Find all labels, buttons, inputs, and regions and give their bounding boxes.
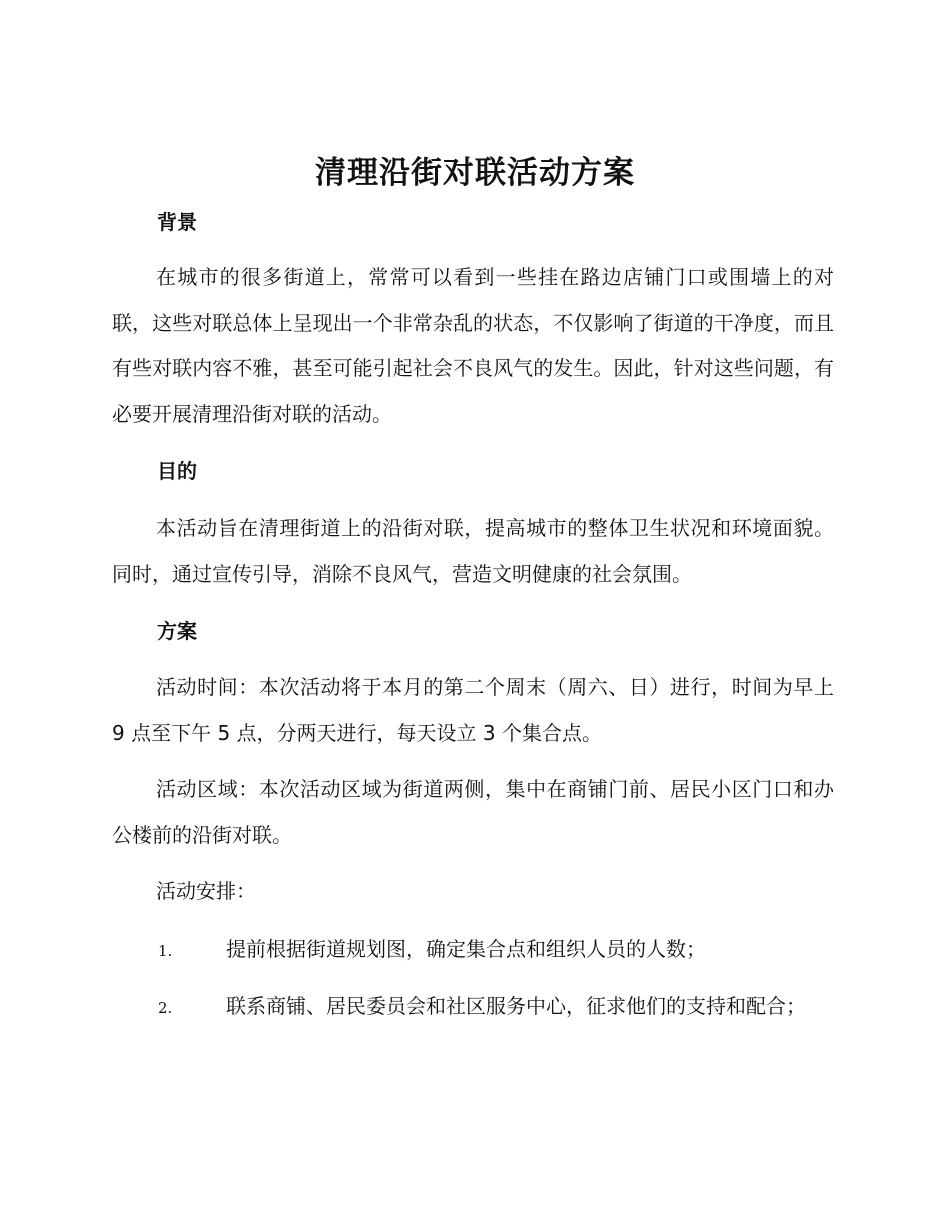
- section-heading-plan: 方案: [157, 619, 197, 643]
- paragraph-arrangement-label: 活动安排：: [156, 879, 256, 903]
- list-item-number: 2.: [158, 999, 173, 1017]
- list-item-text: 联系商铺、居民委员会和社区服务中心，征求他们的支持和配合；: [226, 994, 806, 1018]
- paragraph-purpose: 本活动旨在清理街道上的沿街对联，提高城市的整体卫生状况和环境面貌。同时，通过宣传引导，消除不良风气，营造文明健康的社会氛围。: [112, 516, 834, 586]
- section-heading-background: 背景: [157, 210, 197, 234]
- section-heading-purpose: 目的: [157, 459, 197, 483]
- list-item-number: 1.: [158, 942, 173, 960]
- list-item: [112, 927, 834, 975]
- paragraph-background: 在城市的很多街道上，常常可以看到一些挂在路边店铺门口或围墙上的对联，这些对联总体上呈现出一个非常杂乱的状态，不仅影响了街道的干净度，而且有些对联内容不雅，甚至可能引起社会不良风气的发生。因此，针对这些问题，有必要开展清理沿街对联的活动。: [112, 265, 834, 426]
- paragraph-activity-time: 活动时间：本次活动将于本月的第二个周末（周六、日）进行，时间为早上 9 点至下午 5 点，分两天进行，每天设立 3 个集合点。: [112, 675, 834, 745]
- list-item-text: 提前根据街道规划图，确定集合点和组织人员的人数；: [226, 937, 706, 961]
- document-title: 清理沿街对联活动方案: [315, 155, 635, 191]
- paragraph-activity-area: 活动区域：本次活动区域为街道两侧，集中在商铺门前、居民小区门口和办公楼前的沿街对联。: [112, 777, 834, 847]
- list-item: [112, 984, 834, 1032]
